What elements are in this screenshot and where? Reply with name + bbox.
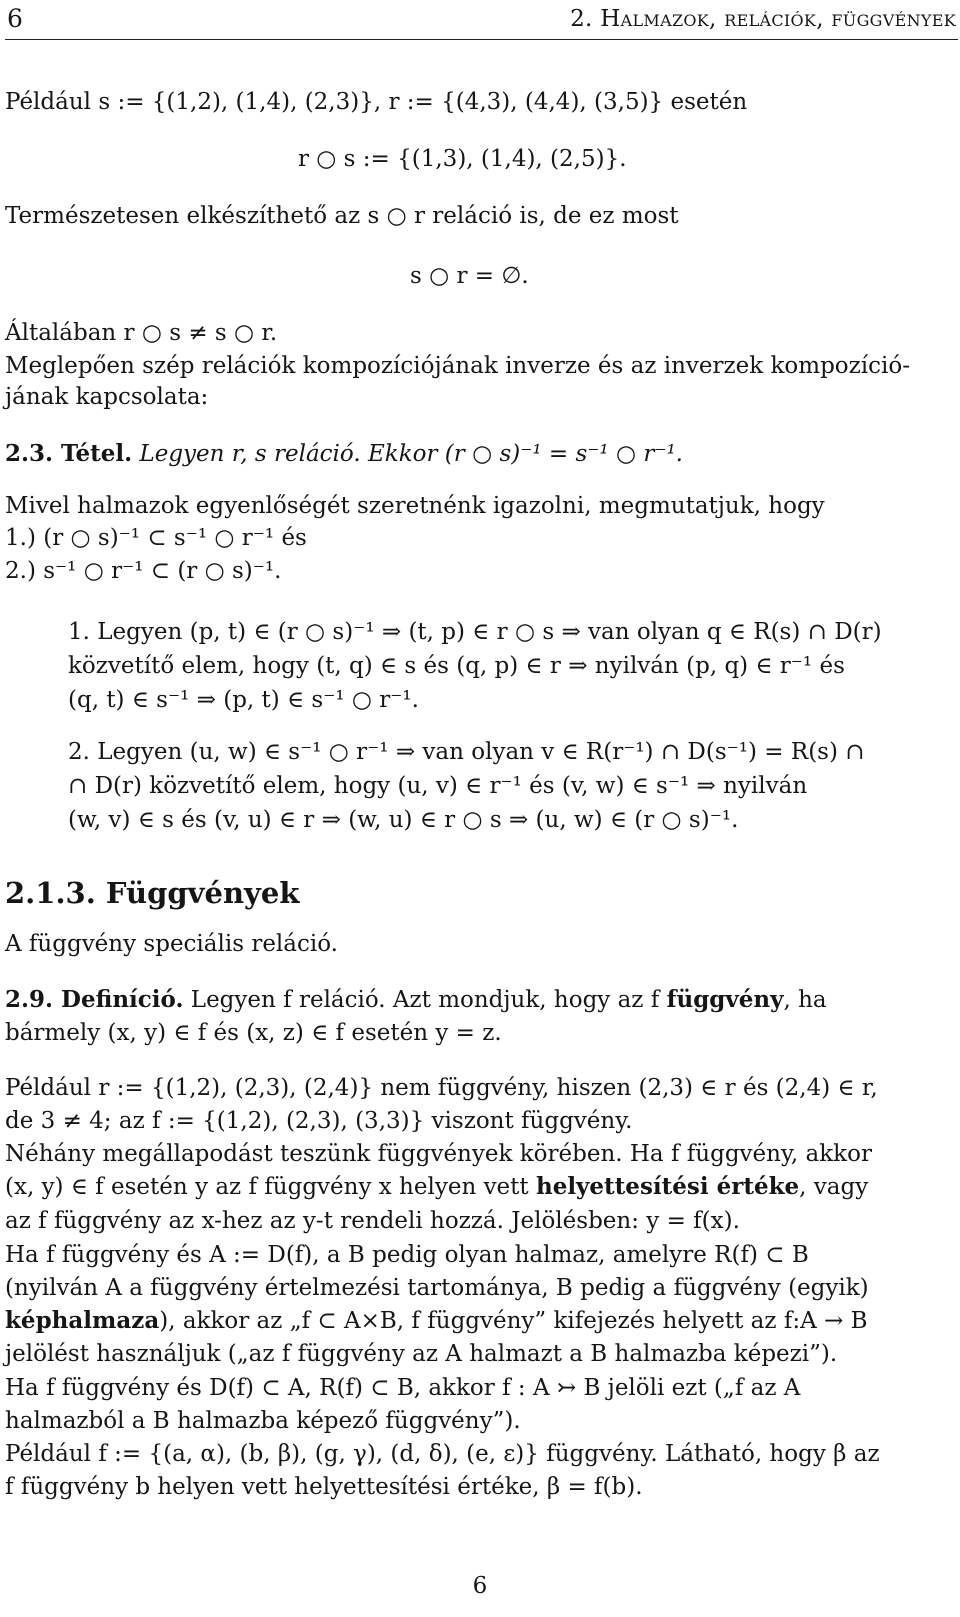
theorem-2-3 <box>5 439 683 469</box>
line-29-term: képhalmaza <box>5 1307 160 1334</box>
text-line-9: Mivel halmazok egyenlőségét szeretnénk igazolni, megmutatjuk, hogy <box>5 493 825 519</box>
proof-2-line-c: (w, v) ∈ s és (v, u) ∈ r ⇒ (w, u) ∈ r ○ s ⇒ (u, w) ∈ (r ○ s)⁻¹. <box>68 807 739 833</box>
example-line-1: Például s := {(1,2), (1,4), (2,3)}, r := {(4,3), (4,4), (3,5)} esetén <box>5 89 748 115</box>
header-page-number: 6 <box>7 4 23 33</box>
line-25-term: helyettesítési értéke <box>535 1173 800 1200</box>
proof-2-line-b: ∩ D(r) közvetítő elem, hogy (u, v) ∈ r⁻¹ és (v, w) ∈ s⁻¹ ⇒ nyilván <box>68 773 808 799</box>
text-line-30: jelölést használjuk („az f függvény az A halmazt a B halmazba képezi”). <box>5 1341 838 1367</box>
text-line-23: de 3 ≠ 4; az f := {(1,2), (2,3), (3,3)} viszont függvény. <box>5 1108 633 1134</box>
empty-composition-equation: s ○ r = ∅. <box>410 263 529 289</box>
text-line-19: A függvény speciális reláció. <box>5 931 338 957</box>
claim-1: 1.) (r ○ s)⁻¹ ⊂ s⁻¹ ○ r⁻¹ és <box>5 525 307 551</box>
line-25-text-a: (x, y) ∈ f esetén y az f függvény x helyen vett <box>5 1174 536 1200</box>
header-chapter-title: 2. Halmazok, relációk, függvények <box>570 6 956 32</box>
composition-equation: r ○ s := {(1,3), (1,4), (2,5)}. <box>298 146 627 172</box>
definition-line-2: bármely (x, y) ∈ f és (x, z) ∈ f esetén y = z. <box>5 1020 502 1046</box>
definition-label: 2.9. Definíció. <box>5 986 184 1013</box>
definition-text-a: Legyen f reláció. Azt mondjuk, hogy az f <box>190 987 667 1013</box>
theorem-statement: Legyen r, s reláció. Ekkor (r ○ s)⁻¹ = s⁻¹ ○ r⁻¹. <box>139 441 683 467</box>
text-line-22: Például r := {(1,2), (2,3), (2,4)} nem függvény, hiszen (2,3) ∈ r és (2,4) ∈ r, <box>5 1075 878 1101</box>
definition-term: függvény <box>666 986 784 1013</box>
text-line-34: f függvény b helyen vett helyettesítési értéke, β = f(b). <box>5 1474 643 1500</box>
text-line-6: Meglepően szép relációk kompozíciójának inverze és az inverzek kompozíció- <box>5 353 910 379</box>
text-line-28: (nyilván A a függvény értelmezési tartománya, B pedig a függvény (egyik) <box>5 1275 869 1301</box>
header-rule <box>5 39 958 40</box>
text-line-29 <box>5 1306 868 1336</box>
text-line-7: jának kapcsolata: <box>5 384 209 410</box>
proof-1-line-a: 1. Legyen (p, t) ∈ (r ○ s)⁻¹ ⇒ (t, p) ∈ r ○ s ⇒ van olyan q ∈ R(s) ∩ D(r) <box>68 619 882 645</box>
running-header <box>7 4 960 38</box>
text-line-27: Ha f függvény és A := D(f), a B pedig olyan halmaz, amelyre R(f) ⊂ B <box>5 1242 809 1268</box>
text-line-33: Például f := {(a, α), (b, β), (g, γ), (d, δ), (e, ε)} függvény. Látható, hogy β az <box>5 1441 880 1467</box>
text-line-3: Természetesen elkészíthető az s ○ r reláció is, de ez most <box>5 203 679 229</box>
footer-page-number: 6 <box>472 1573 488 1599</box>
proof-2-line-a: 2. Legyen (u, w) ∈ s⁻¹ ○ r⁻¹ ⇒ van olyan v ∈ R(r⁻¹) ∩ D(s⁻¹) = R(s) ∩ <box>68 739 865 765</box>
definition-text-b: , ha <box>783 987 827 1013</box>
text-line-24: Néhány megállapodást teszünk függvények körében. Ha f függvény, akkor <box>5 1141 872 1167</box>
text-line-26: az f függvény az x-hez az y-t rendeli hozzá. Jelölésben: y = f(x). <box>5 1208 740 1234</box>
proof-1-line-c: (q, t) ∈ s⁻¹ ⇒ (p, t) ∈ s⁻¹ ○ r⁻¹. <box>68 687 419 713</box>
proof-1-line-b: közvetítő elem, hogy (t, q) ∈ s és (q, p) ∈ r ⇒ nyilván (p, q) ∈ r⁻¹ és <box>68 653 845 679</box>
definition-2-9 <box>5 985 827 1015</box>
theorem-label: 2.3. Tétel. <box>5 440 133 467</box>
text-line-31: Ha f függvény és D(f) ⊂ A, R(f) ⊂ B, akkor f : A ↣ B jelöli ezt („f az A <box>5 1375 801 1401</box>
line-29-text: ), akkor az „f ⊂ A×B, f függvény” kifejezés helyett az f:A → B <box>159 1308 868 1334</box>
section-heading: 2.1.3. Függvények <box>5 876 300 910</box>
line-25-text-b: , vagy <box>799 1174 869 1200</box>
claim-2: 2.) s⁻¹ ○ r⁻¹ ⊂ (r ○ s)⁻¹. <box>5 558 282 584</box>
text-line-5: Általában r ○ s ≠ s ○ r. <box>5 320 278 346</box>
text-line-32: halmazból a B halmazba képező függvény”). <box>5 1408 521 1434</box>
text-line-25 <box>5 1172 868 1202</box>
